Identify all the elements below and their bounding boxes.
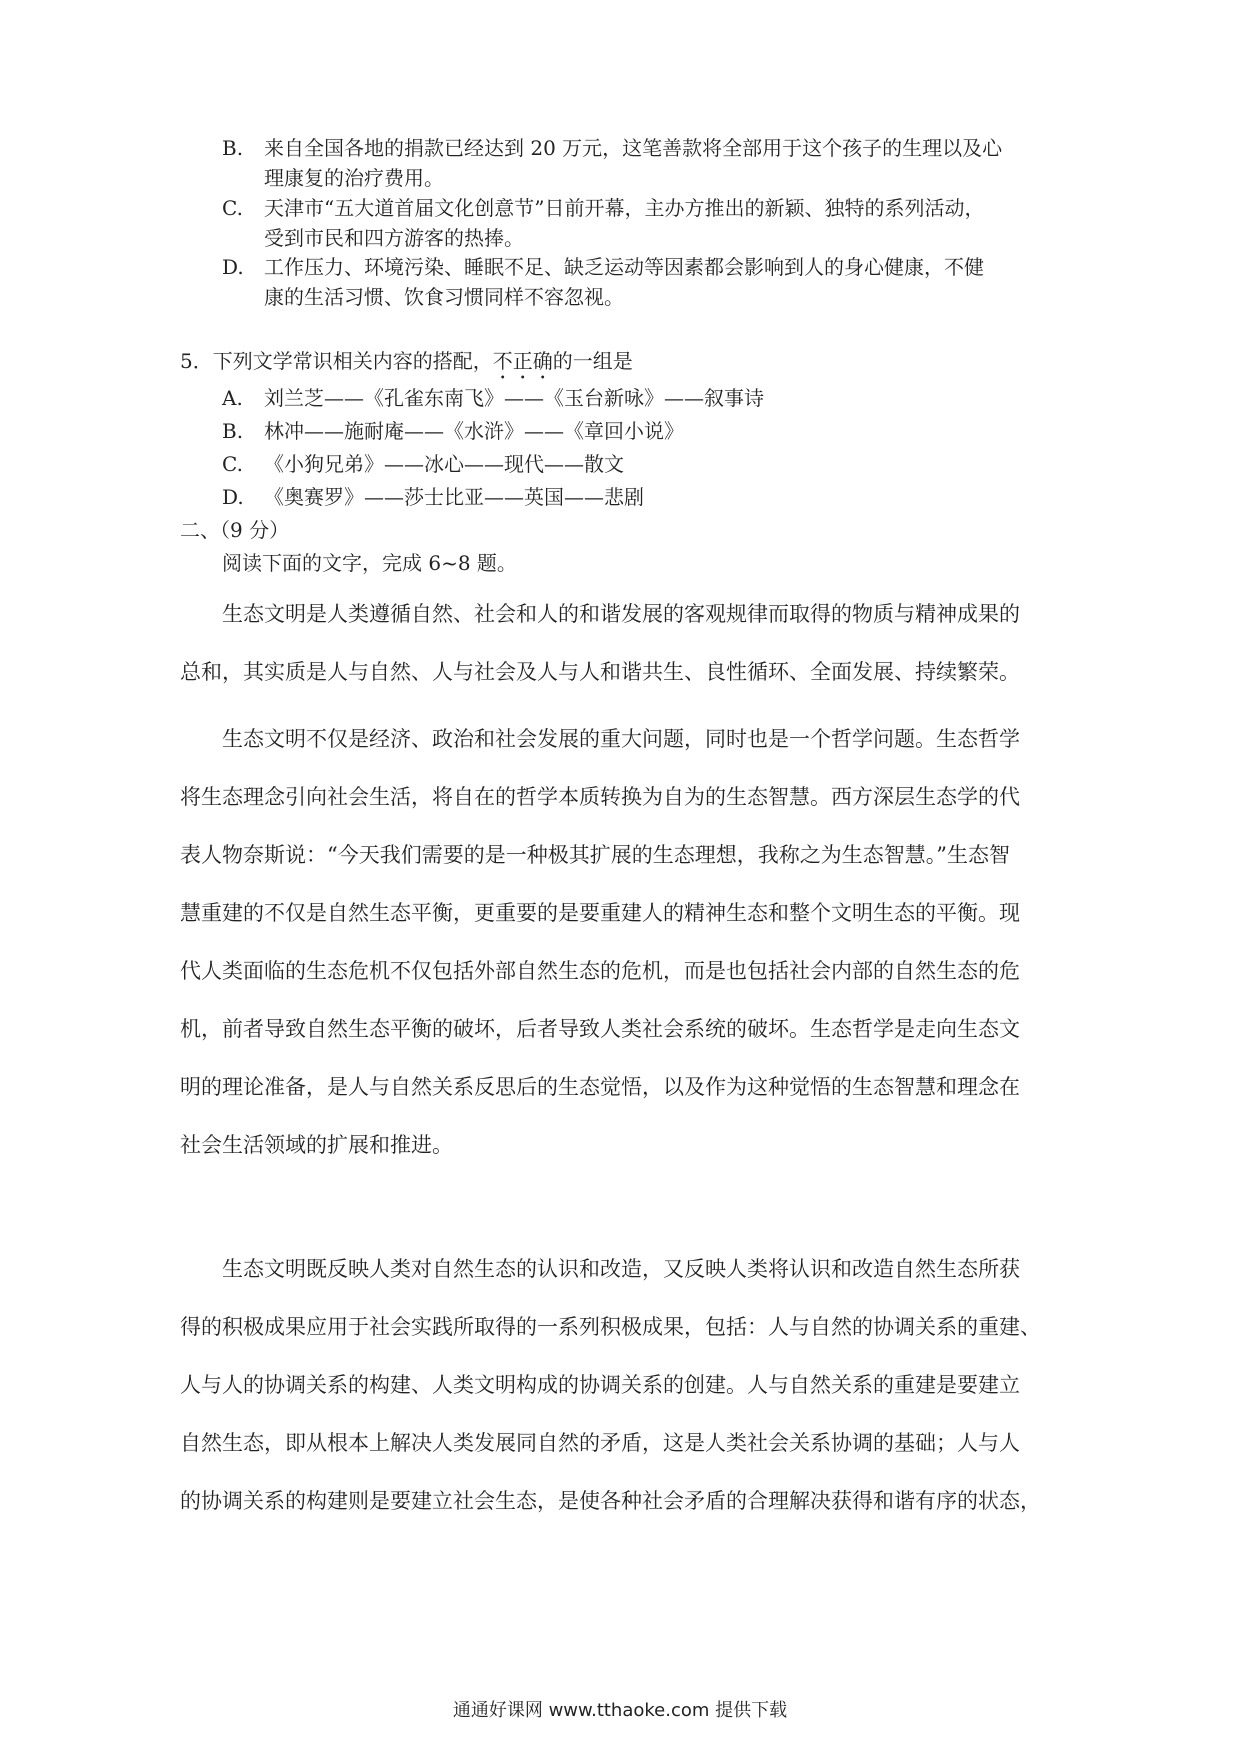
passage-paragraph-1 xyxy=(180,585,1070,701)
passage-line: 明的理论准备，是人与自然关系反思后的生态觉悟，以及作为这种觉悟的生态智慧和理念在 xyxy=(180,1075,1020,1099)
passage-line: 自然生态，即从根本上解决人类发展同自然的矛盾，这是人类社会关系协调的基础；人与人 xyxy=(180,1431,1020,1455)
option-letter: C. xyxy=(222,452,243,476)
option-text: 林冲——施耐庵——《水浒》——《章回小说》 xyxy=(264,419,684,443)
passage-line: 生态文明不仅是经济、政治和社会发展的重大问题，同时也是一个哲学问题。生态哲学 xyxy=(222,727,1020,751)
option-text-line: 来自全国各地的捐款已经达到 20 万元，这笔善款将全部用于这个孩子的生理以及心 xyxy=(264,136,1003,160)
q5-stem-suffix: 的一组是 xyxy=(552,349,633,373)
option-text-line: 康的生活习惯、饮食习惯同样不容忽视。 xyxy=(264,285,624,309)
option-text: 《奥赛罗》——莎士比亚——英国——悲剧 xyxy=(264,485,644,509)
option-text-line: 工作压力、环境污染、睡眠不足、缺乏运动等因素都会影响到人的身心健康，不健 xyxy=(264,255,984,279)
passage-line: 人与人的协调关系的构建、人类文明构成的协调关系的创建。人与自然关系的重建是要建立 xyxy=(180,1373,1020,1397)
option-letter: D. xyxy=(222,485,244,509)
q5-stem-prefix: 5．下列文学常识相关内容的搭配， xyxy=(180,349,493,373)
passage-line: 总和，其实质是人与自然、人与社会及人与人和谐共生、良性循环、全面发展、持续繁荣。 xyxy=(180,660,1020,684)
option-letter: D. xyxy=(222,255,244,279)
option-letter: B. xyxy=(222,419,244,443)
passage-line: 的协调关系的构建则是要建立社会生态，是使各种社会矛盾的合理解决获得和谐有序的状态， xyxy=(180,1489,1041,1513)
passage-paragraph-2 xyxy=(180,710,1070,1174)
option-text: 《小狗兄弟》——冰心——现代——散文 xyxy=(264,452,624,476)
passage-line: 代人类面临的生态危机不仅包括外部自然生态的危机，而是也包括社会内部的自然生态的危 xyxy=(180,959,1020,983)
q5-stem xyxy=(180,346,633,384)
option-letter: C. xyxy=(222,196,243,220)
q5-stem-emphasis: 不正确 xyxy=(492,349,553,373)
passage-paragraph-3 xyxy=(180,1240,1070,1530)
option-text-line: 受到市民和四方游客的热捧。 xyxy=(264,226,524,250)
passage-line: 生态文明既反映人类对自然生态的认识和改造，又反映人类将认识和改造自然生态所获 xyxy=(222,1257,1020,1281)
passage-line: 将生态理念引向社会生活，将自在的哲学本质转换为自为的生态智慧。西方深层生态学的代 xyxy=(180,785,1020,809)
passage-line: 机，前者导致自然生态平衡的破坏，后者导致人类社会系统的破坏。生态哲学是走向生态文 xyxy=(180,1017,1020,1041)
passage-line: 生态文明是人类遵循自然、社会和人的和谐发展的客观规律而取得的物质与精神成果的 xyxy=(222,602,1020,626)
option-text: 刘兰芝——《孔雀东南飞》——《玉台新咏》——叙事诗 xyxy=(264,386,764,410)
passage-line: 社会生活领域的扩展和推进。 xyxy=(180,1133,453,1157)
passage-line: 慧重建的不仅是自然生态平衡，更重要的是要重建人的精神生态和整个文明生态的平衡。现 xyxy=(180,901,1020,925)
option-letter: B. xyxy=(222,136,244,160)
option-letter: A. xyxy=(222,386,243,410)
section-instruction: 阅读下面的文字，完成 6~8 题。 xyxy=(222,551,517,575)
section-heading: 二、（9 分） xyxy=(180,518,290,542)
passage-line: 得的积极成果应用于社会实践所取得的一系列积极成果，包括：人与自然的协调关系的重建、 xyxy=(180,1315,1041,1339)
passage-line: 表人物奈斯说：“今天我们需要的是一种极其扩展的生态理想，我称之为生态智慧。”生态智 xyxy=(180,843,1010,867)
page-footer: 通通好课网 www.tthaoke.com 提供下载 xyxy=(452,1700,788,1721)
option-text-line: 理康复的治疗费用。 xyxy=(264,166,444,190)
option-text-line: 天津市“五大道首届文化创意节”日前开幕，主办方推出的新颖、独特的系列活动， xyxy=(264,196,985,220)
